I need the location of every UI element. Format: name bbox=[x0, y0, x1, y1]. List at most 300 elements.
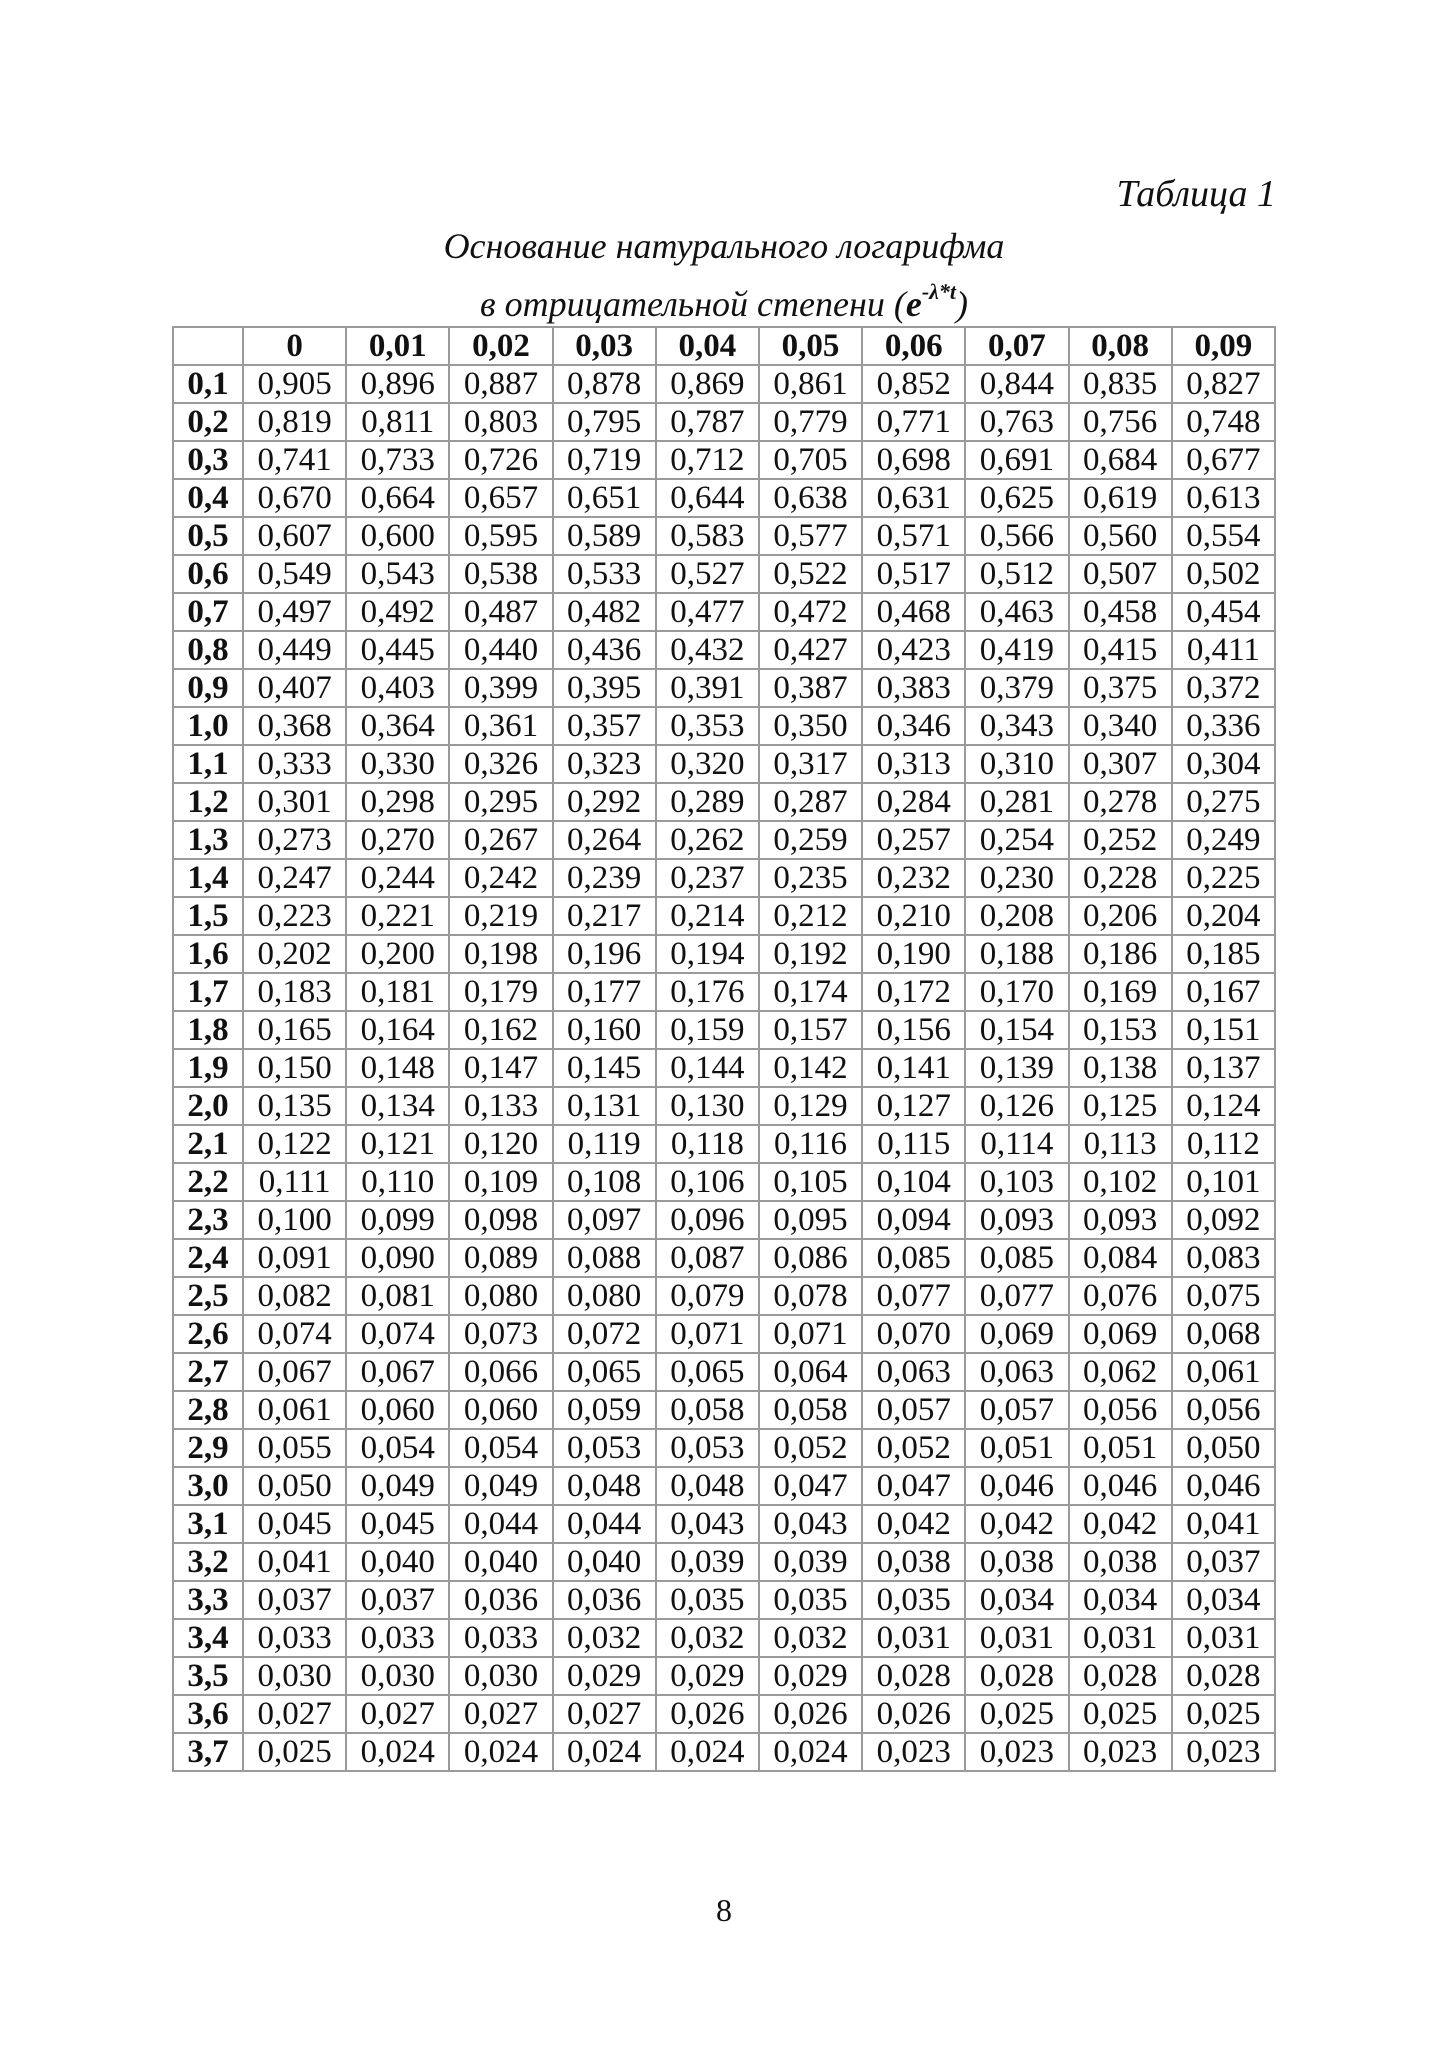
table-cell: 0,292 bbox=[553, 783, 656, 821]
row-header: 2,0 bbox=[173, 1087, 243, 1125]
table-cell: 0,419 bbox=[965, 631, 1068, 669]
table-cell: 0,644 bbox=[656, 479, 759, 517]
table-cell: 0,368 bbox=[243, 707, 346, 745]
row-header: 1,1 bbox=[173, 745, 243, 783]
table-cell: 0,477 bbox=[656, 593, 759, 631]
table-cell: 0,257 bbox=[862, 821, 965, 859]
table-cell: 0,691 bbox=[965, 441, 1068, 479]
table-cell: 0,048 bbox=[553, 1467, 656, 1505]
table-cell: 0,763 bbox=[965, 403, 1068, 441]
table-cell: 0,600 bbox=[346, 517, 449, 555]
row-header: 2,6 bbox=[173, 1315, 243, 1353]
page-number: 8 bbox=[716, 1892, 732, 1928]
table-cell: 0,313 bbox=[862, 745, 965, 783]
table-cell: 0,298 bbox=[346, 783, 449, 821]
title-exponent: -λ*t bbox=[921, 279, 957, 304]
table-cell: 0,174 bbox=[759, 973, 862, 1011]
table-cell: 0,206 bbox=[1069, 897, 1172, 935]
table-cell: 0,301 bbox=[243, 783, 346, 821]
table-cell: 0,275 bbox=[1172, 783, 1275, 821]
table-cell: 0,492 bbox=[346, 593, 449, 631]
table-cell: 0,427 bbox=[759, 631, 862, 669]
row-header: 0,9 bbox=[173, 669, 243, 707]
table-cell: 0,566 bbox=[965, 517, 1068, 555]
table-cell: 0,069 bbox=[1069, 1315, 1172, 1353]
table-cell: 0,046 bbox=[1069, 1467, 1172, 1505]
table-cell: 0,613 bbox=[1172, 479, 1275, 517]
table-cell: 0,031 bbox=[965, 1619, 1068, 1657]
table-cell: 0,024 bbox=[449, 1733, 552, 1771]
table-cell: 0,102 bbox=[1069, 1163, 1172, 1201]
table-cell: 0,375 bbox=[1069, 669, 1172, 707]
table-cell: 0,056 bbox=[1069, 1391, 1172, 1429]
table-cell: 0,137 bbox=[1172, 1049, 1275, 1087]
table-cell: 0,533 bbox=[553, 555, 656, 593]
table-cell: 0,153 bbox=[1069, 1011, 1172, 1049]
table-cell: 0,030 bbox=[449, 1657, 552, 1695]
table-cell: 0,035 bbox=[862, 1581, 965, 1619]
table-row bbox=[173, 1391, 1275, 1429]
table-row bbox=[173, 1543, 1275, 1581]
table-cell: 0,072 bbox=[553, 1315, 656, 1353]
table-cell: 0,041 bbox=[243, 1543, 346, 1581]
table-cell: 0,057 bbox=[862, 1391, 965, 1429]
table-cell: 0,064 bbox=[759, 1353, 862, 1391]
table-cell: 0,254 bbox=[965, 821, 1068, 859]
table-cell: 0,079 bbox=[656, 1277, 759, 1315]
table-row bbox=[173, 1125, 1275, 1163]
table-cell: 0,130 bbox=[656, 1087, 759, 1125]
table-cell: 0,289 bbox=[656, 783, 759, 821]
table-row bbox=[173, 479, 1275, 517]
table-cell: 0,756 bbox=[1069, 403, 1172, 441]
table-cell: 0,052 bbox=[759, 1429, 862, 1467]
column-header: 0 bbox=[243, 327, 346, 365]
table-cell: 0,124 bbox=[1172, 1087, 1275, 1125]
table-title-line-1: Основание натурального логарифма bbox=[443, 226, 1005, 266]
row-header: 2,4 bbox=[173, 1239, 243, 1277]
table-cell: 0,239 bbox=[553, 859, 656, 897]
table-cell: 0,034 bbox=[1172, 1581, 1275, 1619]
table-cell: 0,387 bbox=[759, 669, 862, 707]
table-row bbox=[173, 403, 1275, 441]
table-cell: 0,336 bbox=[1172, 707, 1275, 745]
table-cell: 0,210 bbox=[862, 897, 965, 935]
table-cell: 0,054 bbox=[449, 1429, 552, 1467]
table-cell: 0,023 bbox=[1069, 1733, 1172, 1771]
table-cell: 0,044 bbox=[449, 1505, 552, 1543]
table-cell: 0,273 bbox=[243, 821, 346, 859]
table-cell: 0,208 bbox=[965, 897, 1068, 935]
table-cell: 0,100 bbox=[243, 1201, 346, 1239]
table-cell: 0,267 bbox=[449, 821, 552, 859]
table-cell: 0,202 bbox=[243, 935, 346, 973]
table-cell: 0,549 bbox=[243, 555, 346, 593]
table-cell: 0,896 bbox=[346, 365, 449, 403]
table-cell: 0,034 bbox=[965, 1581, 1068, 1619]
table-cell: 0,625 bbox=[965, 479, 1068, 517]
table-cell: 0,560 bbox=[1069, 517, 1172, 555]
row-header: 1,3 bbox=[173, 821, 243, 859]
table-cell: 0,670 bbox=[243, 479, 346, 517]
table-cell: 0,101 bbox=[1172, 1163, 1275, 1201]
table-cell: 0,554 bbox=[1172, 517, 1275, 555]
table-cell: 0,705 bbox=[759, 441, 862, 479]
row-header: 1,6 bbox=[173, 935, 243, 973]
table-cell: 0,192 bbox=[759, 935, 862, 973]
table-cell: 0,878 bbox=[553, 365, 656, 403]
table-cell: 0,284 bbox=[862, 783, 965, 821]
table-cell: 0,115 bbox=[862, 1125, 965, 1163]
table-cell: 0,835 bbox=[1069, 365, 1172, 403]
table-cell: 0,106 bbox=[656, 1163, 759, 1201]
table-cell: 0,041 bbox=[1172, 1505, 1275, 1543]
table-cell: 0,167 bbox=[1172, 973, 1275, 1011]
table-cell: 0,023 bbox=[965, 1733, 1068, 1771]
table-cell: 0,372 bbox=[1172, 669, 1275, 707]
table-label: Таблица 1 bbox=[1116, 173, 1276, 215]
table-cell: 0,320 bbox=[656, 745, 759, 783]
column-header: 0,01 bbox=[346, 327, 449, 365]
row-header: 2,3 bbox=[173, 1201, 243, 1239]
table-cell: 0,379 bbox=[965, 669, 1068, 707]
table-cell: 0,043 bbox=[656, 1505, 759, 1543]
table-cell: 0,664 bbox=[346, 479, 449, 517]
table-cell: 0,445 bbox=[346, 631, 449, 669]
table-cell: 0,031 bbox=[1172, 1619, 1275, 1657]
table-row bbox=[173, 593, 1275, 631]
table-cell: 0,436 bbox=[553, 631, 656, 669]
table-cell: 0,037 bbox=[1172, 1543, 1275, 1581]
table-cell: 0,070 bbox=[862, 1315, 965, 1353]
table-row bbox=[173, 1163, 1275, 1201]
table-cell: 0,062 bbox=[1069, 1353, 1172, 1391]
table-cell: 0,172 bbox=[862, 973, 965, 1011]
table-cell: 0,487 bbox=[449, 593, 552, 631]
table-row bbox=[173, 1087, 1275, 1125]
table-cell: 0,042 bbox=[965, 1505, 1068, 1543]
table-cell: 0,278 bbox=[1069, 783, 1172, 821]
table-cell: 0,170 bbox=[965, 973, 1068, 1011]
table-cell: 0,122 bbox=[243, 1125, 346, 1163]
table-cell: 0,463 bbox=[965, 593, 1068, 631]
table-cell: 0,089 bbox=[449, 1239, 552, 1277]
table-cell: 0,032 bbox=[759, 1619, 862, 1657]
table-cell: 0,156 bbox=[862, 1011, 965, 1049]
table-cell: 0,139 bbox=[965, 1049, 1068, 1087]
table-cell: 0,108 bbox=[553, 1163, 656, 1201]
table-row bbox=[173, 441, 1275, 479]
table-cell: 0,033 bbox=[346, 1619, 449, 1657]
table-cell: 0,196 bbox=[553, 935, 656, 973]
row-header: 2,7 bbox=[173, 1353, 243, 1391]
table-cell: 0,093 bbox=[1069, 1201, 1172, 1239]
table-cell: 0,194 bbox=[656, 935, 759, 973]
table-cell: 0,033 bbox=[243, 1619, 346, 1657]
table-cell: 0,164 bbox=[346, 1011, 449, 1049]
table-row bbox=[173, 1733, 1275, 1771]
table-cell: 0,228 bbox=[1069, 859, 1172, 897]
table-row bbox=[173, 1239, 1275, 1277]
table-cell: 0,103 bbox=[965, 1163, 1068, 1201]
table-cell: 0,080 bbox=[553, 1277, 656, 1315]
table-cell: 0,077 bbox=[965, 1277, 1068, 1315]
table-cell: 0,110 bbox=[346, 1163, 449, 1201]
table-cell: 0,399 bbox=[449, 669, 552, 707]
table-cell: 0,034 bbox=[1069, 1581, 1172, 1619]
row-header: 3,2 bbox=[173, 1543, 243, 1581]
table-cell: 0,270 bbox=[346, 821, 449, 859]
table-cell: 0,057 bbox=[965, 1391, 1068, 1429]
table-cell: 0,219 bbox=[449, 897, 552, 935]
table-cell: 0,350 bbox=[759, 707, 862, 745]
table-cell: 0,026 bbox=[759, 1695, 862, 1733]
table-cell: 0,157 bbox=[759, 1011, 862, 1049]
table-cell: 0,317 bbox=[759, 745, 862, 783]
table-cell: 0,084 bbox=[1069, 1239, 1172, 1277]
table-cell: 0,361 bbox=[449, 707, 552, 745]
row-header: 1,9 bbox=[173, 1049, 243, 1087]
table-cell: 0,118 bbox=[656, 1125, 759, 1163]
table-cell: 0,027 bbox=[449, 1695, 552, 1733]
table-cell: 0,346 bbox=[862, 707, 965, 745]
table-cell: 0,085 bbox=[862, 1239, 965, 1277]
table-cell: 0,905 bbox=[243, 365, 346, 403]
table-cell: 0,589 bbox=[553, 517, 656, 555]
table-cell: 0,036 bbox=[553, 1581, 656, 1619]
table-cell: 0,454 bbox=[1172, 593, 1275, 631]
table-cell: 0,098 bbox=[449, 1201, 552, 1239]
table-cell: 0,482 bbox=[553, 593, 656, 631]
table-cell: 0,049 bbox=[346, 1467, 449, 1505]
table-cell: 0,023 bbox=[862, 1733, 965, 1771]
table-cell: 0,105 bbox=[759, 1163, 862, 1201]
table-row bbox=[173, 669, 1275, 707]
table-cell: 0,887 bbox=[449, 365, 552, 403]
table-cell: 0,048 bbox=[656, 1467, 759, 1505]
table-row bbox=[173, 1049, 1275, 1087]
table-cell: 0,054 bbox=[346, 1429, 449, 1467]
table-cell: 0,287 bbox=[759, 783, 862, 821]
table-cell: 0,058 bbox=[656, 1391, 759, 1429]
title-prefix: в отрицательной степени ( bbox=[479, 284, 906, 324]
table-cell: 0,092 bbox=[1172, 1201, 1275, 1239]
table-cell: 0,407 bbox=[243, 669, 346, 707]
table-cell: 0,120 bbox=[449, 1125, 552, 1163]
table-cell: 0,141 bbox=[862, 1049, 965, 1087]
table-cell: 0,052 bbox=[862, 1429, 965, 1467]
table-cell: 0,026 bbox=[656, 1695, 759, 1733]
table-cell: 0,087 bbox=[656, 1239, 759, 1277]
table-cell: 0,869 bbox=[656, 365, 759, 403]
table-cell: 0,044 bbox=[553, 1505, 656, 1543]
table-cell: 0,190 bbox=[862, 935, 965, 973]
table-cell: 0,074 bbox=[243, 1315, 346, 1353]
table-cell: 0,040 bbox=[553, 1543, 656, 1581]
table-cell: 0,113 bbox=[1069, 1125, 1172, 1163]
table-cell: 0,045 bbox=[243, 1505, 346, 1543]
table-cell: 0,025 bbox=[243, 1733, 346, 1771]
title-suffix: ) bbox=[956, 284, 969, 324]
table-row bbox=[173, 1315, 1275, 1353]
row-header: 1,7 bbox=[173, 973, 243, 1011]
table-cell: 0,176 bbox=[656, 973, 759, 1011]
table-cell: 0,023 bbox=[1172, 1733, 1275, 1771]
table-cell: 0,134 bbox=[346, 1087, 449, 1125]
table-cell: 0,050 bbox=[1172, 1429, 1275, 1467]
table-cell: 0,543 bbox=[346, 555, 449, 593]
table-row bbox=[173, 821, 1275, 859]
table-cell: 0,126 bbox=[965, 1087, 1068, 1125]
table-cell: 0,147 bbox=[449, 1049, 552, 1087]
table-cell: 0,595 bbox=[449, 517, 552, 555]
table-cell: 0,159 bbox=[656, 1011, 759, 1049]
table-cell: 0,056 bbox=[1172, 1391, 1275, 1429]
table-cell: 0,357 bbox=[553, 707, 656, 745]
table-cell: 0,025 bbox=[965, 1695, 1068, 1733]
table-cell: 0,383 bbox=[862, 669, 965, 707]
table-cell: 0,065 bbox=[553, 1353, 656, 1391]
table-cell: 0,440 bbox=[449, 631, 552, 669]
table-cell: 0,028 bbox=[965, 1657, 1068, 1695]
table-row bbox=[173, 1657, 1275, 1695]
table-cell: 0,081 bbox=[346, 1277, 449, 1315]
table-cell: 0,083 bbox=[1172, 1239, 1275, 1277]
table-body bbox=[173, 365, 1275, 1771]
table-cell: 0,185 bbox=[1172, 935, 1275, 973]
row-header: 0,2 bbox=[173, 403, 243, 441]
table-cell: 0,046 bbox=[965, 1467, 1068, 1505]
table-cell: 0,148 bbox=[346, 1049, 449, 1087]
row-header: 2,1 bbox=[173, 1125, 243, 1163]
table-cell: 0,032 bbox=[553, 1619, 656, 1657]
table-cell: 0,323 bbox=[553, 745, 656, 783]
table-cell: 0,204 bbox=[1172, 897, 1275, 935]
table-cell: 0,077 bbox=[862, 1277, 965, 1315]
row-header: 0,3 bbox=[173, 441, 243, 479]
table-cell: 0,060 bbox=[449, 1391, 552, 1429]
table-cell: 0,330 bbox=[346, 745, 449, 783]
column-header: 0,04 bbox=[656, 327, 759, 365]
table-cell: 0,162 bbox=[449, 1011, 552, 1049]
table-cell: 0,186 bbox=[1069, 935, 1172, 973]
table-cell: 0,712 bbox=[656, 441, 759, 479]
table-cell: 0,677 bbox=[1172, 441, 1275, 479]
table-cell: 0,577 bbox=[759, 517, 862, 555]
table-cell: 0,036 bbox=[449, 1581, 552, 1619]
table-cell: 0,779 bbox=[759, 403, 862, 441]
table-cell: 0,109 bbox=[449, 1163, 552, 1201]
row-header: 2,5 bbox=[173, 1277, 243, 1315]
table-cell: 0,025 bbox=[1172, 1695, 1275, 1733]
table-cell: 0,771 bbox=[862, 403, 965, 441]
row-header: 3,7 bbox=[173, 1733, 243, 1771]
table-cell: 0,326 bbox=[449, 745, 552, 783]
table-cell: 0,104 bbox=[862, 1163, 965, 1201]
table-cell: 0,033 bbox=[449, 1619, 552, 1657]
table-cell: 0,583 bbox=[656, 517, 759, 555]
table-cell: 0,065 bbox=[656, 1353, 759, 1391]
table-cell: 0,111 bbox=[243, 1163, 346, 1201]
table-cell: 0,423 bbox=[862, 631, 965, 669]
table-cell: 0,024 bbox=[346, 1733, 449, 1771]
table-cell: 0,507 bbox=[1069, 555, 1172, 593]
table-row bbox=[173, 365, 1275, 403]
table-cell: 0,047 bbox=[759, 1467, 862, 1505]
table-cell: 0,343 bbox=[965, 707, 1068, 745]
table-cell: 0,200 bbox=[346, 935, 449, 973]
table-cell: 0,090 bbox=[346, 1239, 449, 1277]
table-cell: 0,061 bbox=[243, 1391, 346, 1429]
table-cell: 0,432 bbox=[656, 631, 759, 669]
table-cell: 0,112 bbox=[1172, 1125, 1275, 1163]
table-cell: 0,071 bbox=[656, 1315, 759, 1353]
table-cell: 0,657 bbox=[449, 479, 552, 517]
exponent-table bbox=[172, 326, 1276, 1772]
row-header: 2,2 bbox=[173, 1163, 243, 1201]
table-cell: 0,177 bbox=[553, 973, 656, 1011]
table-cell: 0,135 bbox=[243, 1087, 346, 1125]
row-header: 3,0 bbox=[173, 1467, 243, 1505]
table-cell: 0,031 bbox=[1069, 1619, 1172, 1657]
table-cell: 0,295 bbox=[449, 783, 552, 821]
table-cell: 0,028 bbox=[862, 1657, 965, 1695]
table-cell: 0,142 bbox=[759, 1049, 862, 1087]
table-cell: 0,026 bbox=[862, 1695, 965, 1733]
table-cell: 0,244 bbox=[346, 859, 449, 897]
table-row bbox=[173, 1619, 1275, 1657]
table-cell: 0,403 bbox=[346, 669, 449, 707]
table-row bbox=[173, 1011, 1275, 1049]
table-cell: 0,212 bbox=[759, 897, 862, 935]
table-cell: 0,527 bbox=[656, 555, 759, 593]
table-cell: 0,811 bbox=[346, 403, 449, 441]
table-cell: 0,027 bbox=[553, 1695, 656, 1733]
table-cell: 0,095 bbox=[759, 1201, 862, 1239]
table-cell: 0,787 bbox=[656, 403, 759, 441]
table-cell: 0,181 bbox=[346, 973, 449, 1011]
row-header: 3,4 bbox=[173, 1619, 243, 1657]
table-cell: 0,067 bbox=[243, 1353, 346, 1391]
table-cell: 0,029 bbox=[759, 1657, 862, 1695]
table-cell: 0,125 bbox=[1069, 1087, 1172, 1125]
table-cell: 0,066 bbox=[449, 1353, 552, 1391]
table-row bbox=[173, 555, 1275, 593]
table-cell: 0,310 bbox=[965, 745, 1068, 783]
row-header: 3,1 bbox=[173, 1505, 243, 1543]
table-cell: 0,803 bbox=[449, 403, 552, 441]
table-corner-cell bbox=[173, 327, 243, 365]
table-cell: 0,217 bbox=[553, 897, 656, 935]
table-cell: 0,097 bbox=[553, 1201, 656, 1239]
table-cell: 0,698 bbox=[862, 441, 965, 479]
table-cell: 0,069 bbox=[965, 1315, 1068, 1353]
table-cell: 0,068 bbox=[1172, 1315, 1275, 1353]
table-cell: 0,538 bbox=[449, 555, 552, 593]
table-cell: 0,517 bbox=[862, 555, 965, 593]
table-cell: 0,039 bbox=[656, 1543, 759, 1581]
table-cell: 0,078 bbox=[759, 1277, 862, 1315]
table-cell: 0,040 bbox=[346, 1543, 449, 1581]
table-cell: 0,063 bbox=[862, 1353, 965, 1391]
table-cell: 0,038 bbox=[965, 1543, 1068, 1581]
table-cell: 0,071 bbox=[759, 1315, 862, 1353]
table-cell: 0,067 bbox=[346, 1353, 449, 1391]
table-cell: 0,512 bbox=[965, 555, 1068, 593]
table-title-line-2 bbox=[172, 274, 1276, 326]
table-cell: 0,037 bbox=[243, 1581, 346, 1619]
table-cell: 0,114 bbox=[965, 1125, 1068, 1163]
